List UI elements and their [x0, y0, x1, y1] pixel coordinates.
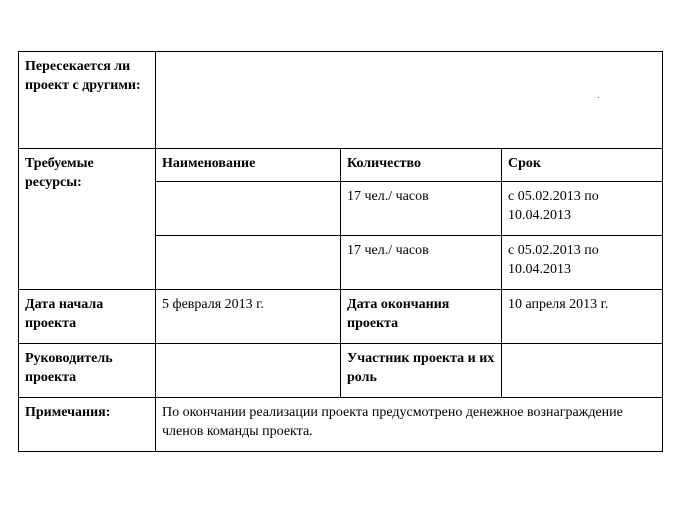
resources-header-quantity: Количество: [341, 149, 502, 182]
leader-label: Руководитель проекта: [19, 344, 156, 398]
overlap-value: [156, 52, 663, 149]
resources-label: Требуемые ресурсы:: [19, 149, 156, 290]
resources-header-term: Срок: [502, 149, 663, 182]
resource-quantity: 17 чел./ часов: [341, 236, 502, 290]
end-date-value: 10 апреля 2013 г.: [502, 290, 663, 344]
notes-label: Примечания:: [19, 398, 156, 452]
leader-row: [19, 344, 663, 398]
start-date-value: 5 февраля 2013 г.: [156, 290, 341, 344]
overlap-label: Пересекается ли проект с другими:: [19, 52, 156, 149]
resource-name: [156, 236, 341, 290]
overlap-row: [19, 52, 663, 149]
resource-term: с 05.02.2013 по 10.04.2013: [502, 236, 663, 290]
leader-value: [156, 344, 341, 398]
resource-name: [156, 182, 341, 236]
dates-row: [19, 290, 663, 344]
notes-row: [19, 398, 663, 452]
start-date-label: Дата начала проекта: [19, 290, 156, 344]
resources-header-row: [19, 149, 663, 182]
notes-value: По окончании реализации проекта предусмотрено денежное вознаграждение членов команды проекта.: [156, 398, 663, 452]
participant-label: Участник проекта и их роль: [341, 344, 502, 398]
stray-dot: [598, 97, 599, 98]
project-form-table: [18, 51, 663, 452]
end-date-label: Дата окончания проекта: [341, 290, 502, 344]
resource-quantity: 17 чел./ часов: [341, 182, 502, 236]
participant-value: [502, 344, 663, 398]
resources-header-name: Наименование: [156, 149, 341, 182]
resource-term: с 05.02.2013 по 10.04.2013: [502, 182, 663, 236]
